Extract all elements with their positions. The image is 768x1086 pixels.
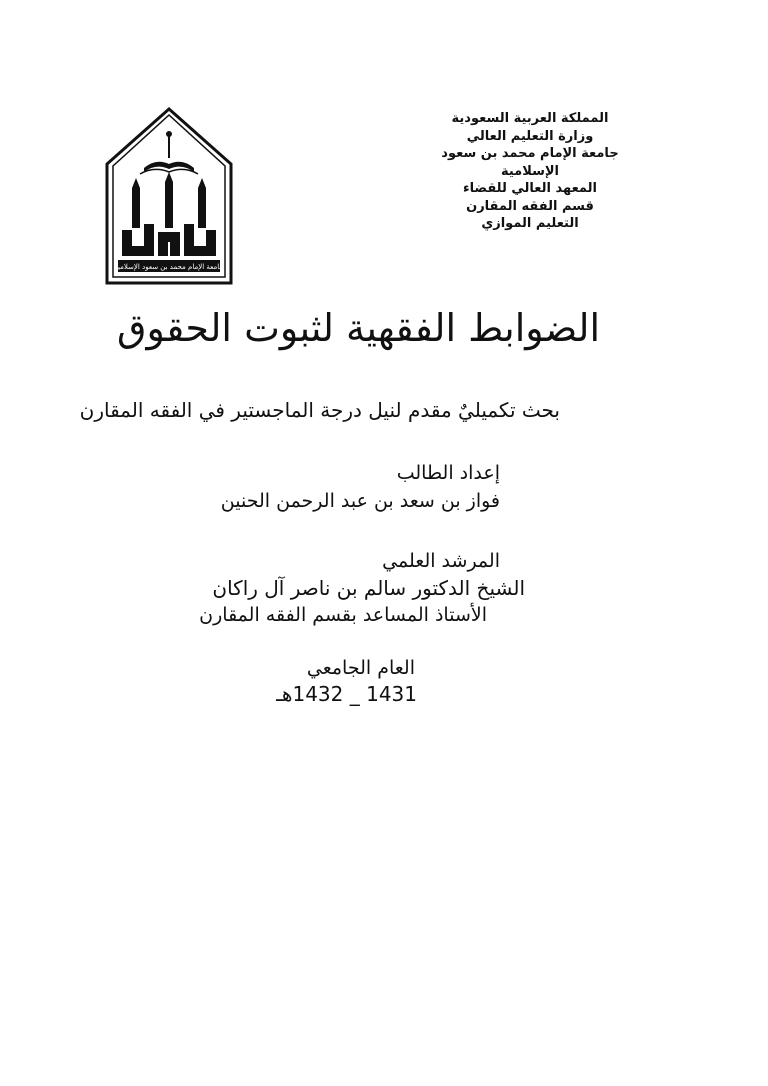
student-name: فواز بن سعد بن عبد الرحمن الحنين [220,490,500,512]
emblem-banner-text: جامعة الإمام محمد بن سعود الإسلامية [114,263,224,271]
thesis-title: الضوابط الفقهية لثبوت الحقوق [116,306,600,350]
supervisor-name: الشيخ الدكتور سالم بن ناصر آل راكان [212,576,525,600]
supervisor-label: المرشد العلمي [382,550,500,572]
institute-line: المعهد العالي للقضاء [462,181,597,196]
student-label: إعداد الطالب [396,462,500,484]
academic-year-label: العام الجامعي [306,657,415,679]
country-line: المملكة العربية السعودية [451,111,609,126]
institution-header [420,110,640,233]
university-line: جامعة الإمام محمد بن سعود [441,146,619,161]
ministry-line: وزارة التعليم العالي [466,128,594,144]
university-line-continued: الإسلامية [500,163,560,179]
academic-year-value: 1431 _ 1432هـ [276,682,417,706]
supervisor-title: الأستاذ المساعد بقسم الفقه المقارن [199,604,487,626]
university-emblem-icon [104,106,234,286]
program-line: التعليم الموازي [481,216,579,231]
thesis-subtitle: بحث تكميليٌ مقدم لنيل درجة الماجستير في الفقه المقارن [79,398,560,422]
department-line: قسم الفقه المقارن [466,198,594,214]
